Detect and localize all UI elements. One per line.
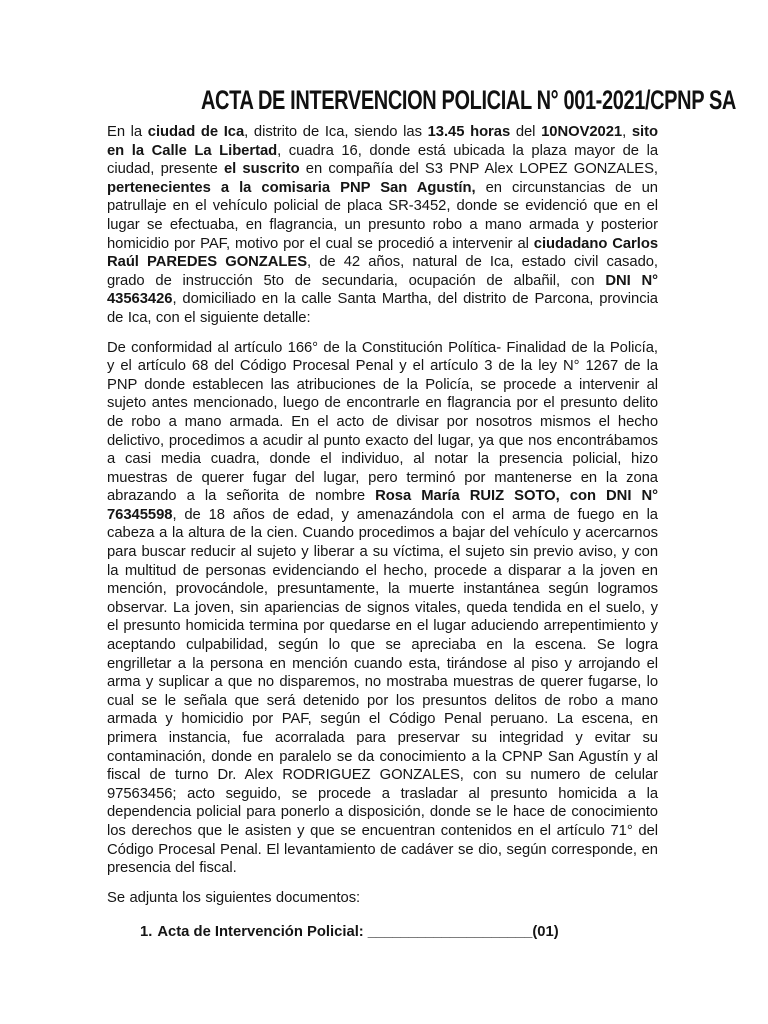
bold-text-segment: ciudad de Ica bbox=[147, 124, 245, 140]
text-segment: De conformidad al artículo 166° de la Constitución Política- Finalidad de la Policía, y el artículo 68 del Código Procesal Penal y el artículo 3 de la ley N° 1267 de la PNP donde establecen las atribuciones de la Policía, se procede a intervenir al sujeto antes mencionado, luego de encontrarle en flagrancia por el presunto delito de robo a mano armada. En el acto de divisar por nosotros mismos el hecho delictivo, procedimos a acudir al punto exacto del lugar, ya que nos encontrábamos a casi media cuadra, donde el individuo, al notar la presencia policial, hizo muestras de querer fugar del lugar, pero terminó por mantenerse en la zona abrazando a la señorita de nombre bbox=[107, 339, 658, 505]
bold-text-segment: Rosa María RUIZ SOTO, con DNI N° 76345598 bbox=[107, 488, 658, 523]
text-segment: , bbox=[622, 124, 632, 140]
attachment-count: (01) bbox=[532, 924, 559, 941]
text-segment: , de 42 años, natural de Ica, estado civil casado, grado de instrucción 5to de secundaria, ocupación de albañil, con bbox=[107, 254, 658, 289]
paragraph-intervention-intro bbox=[107, 123, 658, 328]
attachment-item bbox=[107, 923, 658, 942]
bold-text-segment: el suscrito bbox=[223, 161, 300, 178]
bold-text-segment: ciudadano Carlos Raúl PAREDES GONZALES bbox=[107, 235, 658, 271]
bold-text-segment: sito en la Calle La Libertad bbox=[107, 124, 658, 159]
attachment-blank-line: ____________________ bbox=[367, 924, 533, 941]
text-segment: en compañía del S3 PNP Alex LOPEZ GONZALES, bbox=[299, 161, 658, 178]
text-segment: , domiciliado en la calle Santa Martha, del distrito de Parcona, provincia de Ica, con el siguiente detalle: bbox=[107, 291, 658, 326]
attachment-label: Acta de Intervención Policial: bbox=[157, 924, 364, 941]
text-segment: , distrito de Ica, siendo las bbox=[244, 124, 428, 140]
text-segment: , de 18 años de edad, y amenazándola con el arma de fuego en la cabeza a la altura de la cien. Cuando procedimos a bajar del vehículo y acercarnos para buscar reducir al sujeto y liberar a su víctima, el sujeto sin previo aviso, y con la multitud de personas evidenciando el hecho, procede a disparar a la joven en mención, provocándole, presuntamente, la muerte instantánea según logramos observar. La joven, sin apariencias de signos vitales, queda tendida en el suelo, y el presunto homicida termina por quedarse en el lugar aduciendo arrepentimiento y aceptando culpabilidad, según lo que se apreciaba en la escena. Se logra engrilletar a la persona en mención cuando esta, tirándose al piso y arrojando el arma y suplicar a que no disparemos, no mostraba muestras de querer fugarse, lo cual se le señala que será detenido por los presuntos delitos de robo a mano armada y homicidio por PAF, según el Código Penal peruano. La escena, en primera instancia, fue acorralada para preservar su integridad y evitar su contaminación, donde en paralelo se da conocimiento a la CPNP San Agustín y al fiscal de turno Dr. Alex RODRIGUEZ GONZALES, con su numero de celular 97563456; acto seguido, se procede a trasladar al presunto homicida a la dependencia policial para ponerlo a disposición, donde se le hace de conocimiento los derechos que le asisten y que se encuentran contenidos en el artículo 71° del Código Procesal Penal. El levantamiento de cadáver se dio, según corresponde, en presencia del fiscal. bbox=[107, 506, 658, 877]
text-segment: En la bbox=[107, 124, 148, 140]
attachment-number: 1. bbox=[140, 924, 153, 941]
bold-text-segment: DNI N° 43563426 bbox=[107, 272, 658, 308]
text-segment: , cuadra 16, donde está ubicada la plaza mayor de la ciudad, presente bbox=[107, 142, 659, 178]
text-segment: Se adjunta los siguientes documentos: bbox=[107, 889, 361, 906]
bold-text-segment: 10NOV2021 bbox=[541, 124, 623, 140]
text-segment: en circunstancias de un patrullaje en el vehículo policial de placa SR-3452, donde se evidenció que en el lugar se efectuaba, en flagrancia, un presunto robo a mano armada y posterior homicidio por PAF, motivo por el cual se procedió a intervenir al bbox=[107, 179, 658, 252]
paragraph-attachments-intro bbox=[107, 889, 658, 908]
document-title bbox=[107, 80, 736, 115]
bold-text-segment: pertenecientes a la comisaria PNP San Agustín, bbox=[107, 179, 476, 196]
text-segment: del bbox=[510, 124, 542, 140]
bold-text-segment: 13.45 horas bbox=[427, 124, 511, 140]
document-title-text: ACTA DE INTERVENCION POLICIAL N° 001-2021/CPNP SA bbox=[200, 85, 736, 115]
paragraph-intervention-body bbox=[107, 339, 658, 878]
